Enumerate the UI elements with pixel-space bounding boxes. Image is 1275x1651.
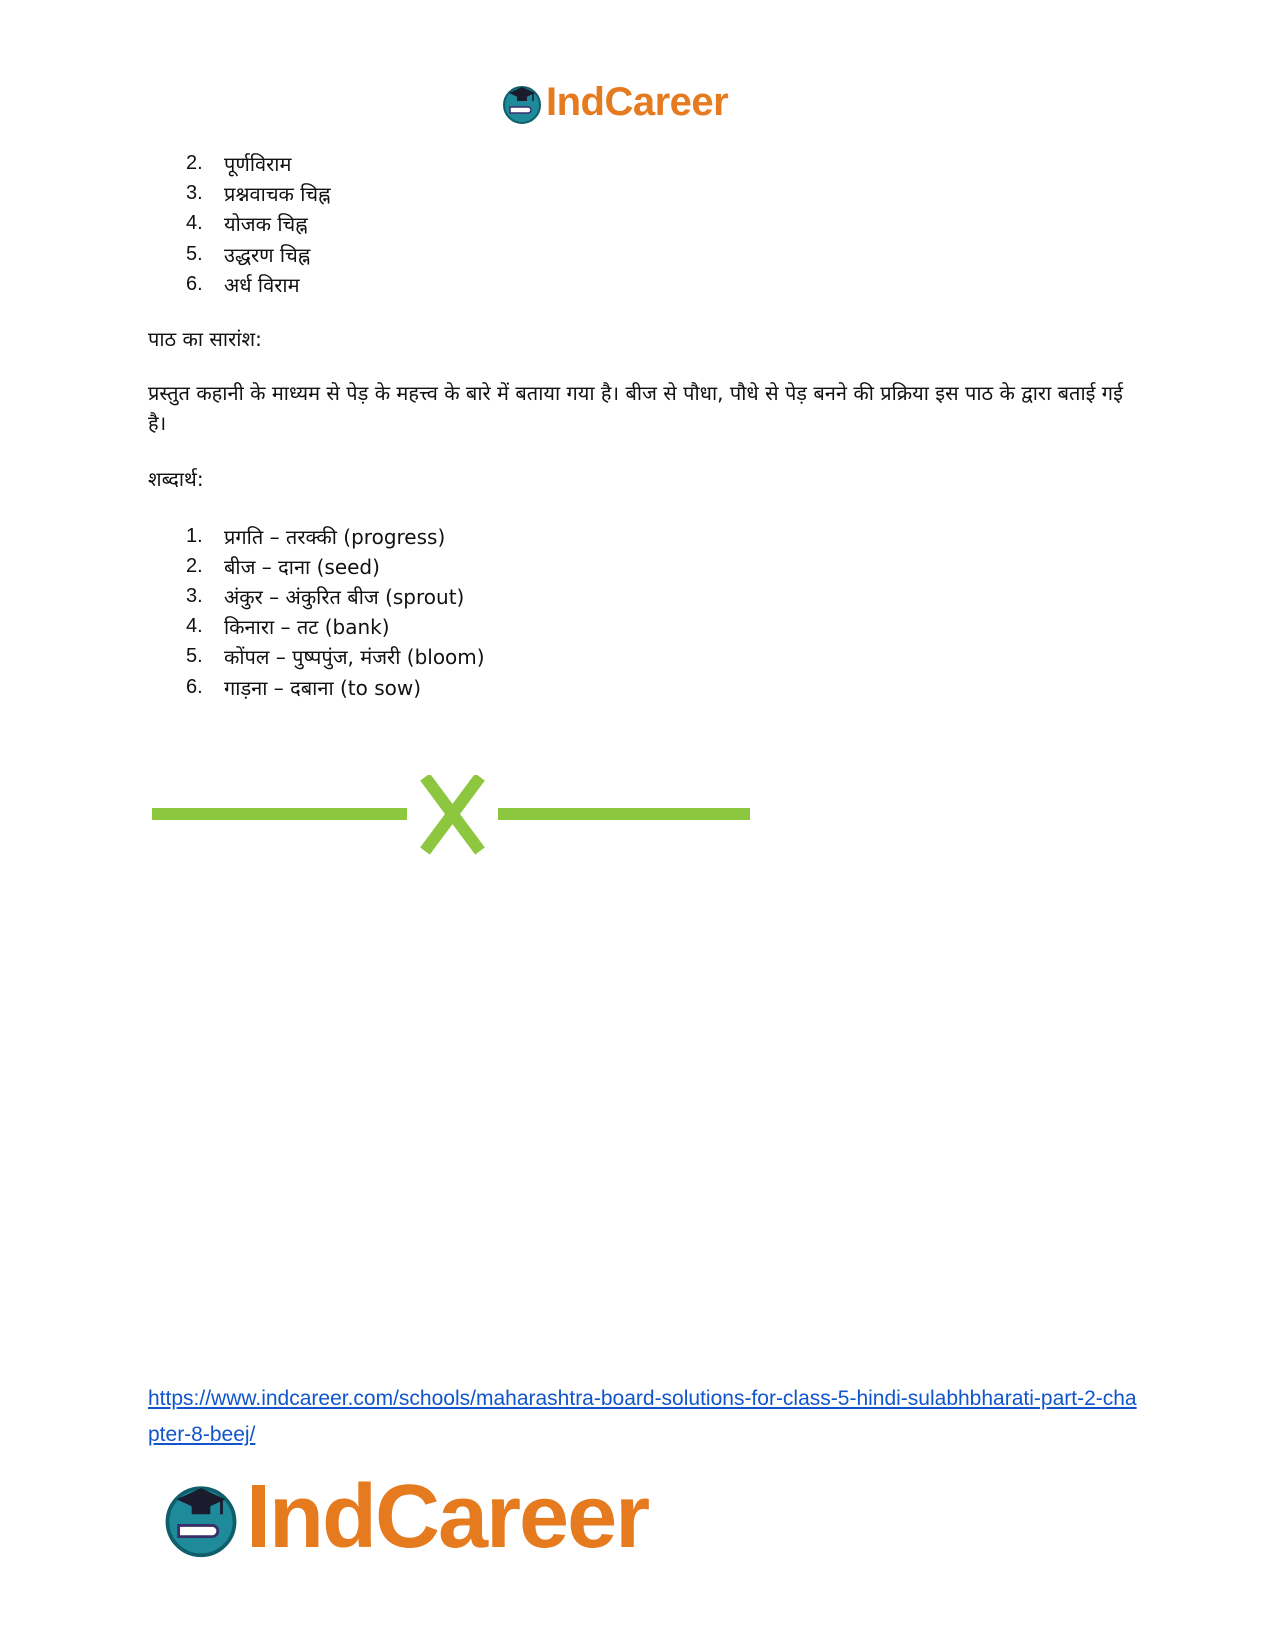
list-item: [186, 612, 485, 642]
globe-graduation-cap-icon: [160, 1477, 242, 1559]
list-item: [186, 178, 331, 208]
list-item: [186, 521, 485, 551]
list-number: 1.: [186, 524, 203, 547]
list-text: किनारा – तट (bank): [224, 615, 390, 640]
list-text: बीज – दाना (seed): [224, 554, 380, 579]
list-number: 4.: [186, 212, 203, 235]
list-number: 5.: [186, 242, 203, 265]
list-number: 2.: [186, 554, 203, 577]
section-divider: [150, 775, 750, 855]
summary-paragraph: प्रस्तुत कहानी के माध्यम से पेड़ के महत्त्व के बारे में बताया गया है। बीज से पौधा, पौधे से पेड़ बनने की प्रक्रिया इस पाठ के द्वारा बताई गई है।: [148, 381, 1123, 435]
list-number: 3.: [186, 584, 203, 607]
list-number: 2.: [186, 151, 203, 174]
list-text: प्रश्नवाचक चिह्न: [224, 182, 331, 207]
source-link[interactable]: https://www.indcareer.com/schools/maharashtra-board-solutions-for-class-5-hindi-sulabhbharati-part-2-chapter-8-beej/: [148, 1387, 1137, 1446]
list-number: 6.: [186, 273, 203, 296]
list-item: [186, 551, 485, 581]
divider-left-bar: [152, 808, 407, 820]
list-text: उद्धरण चिह्न: [224, 242, 311, 267]
list-number: 3.: [186, 182, 203, 205]
list-text: कोंपल – पुष्पपुंज, मंजरी (bloom): [224, 645, 485, 670]
logo-wordmark: IndCareer: [546, 80, 729, 124]
list-item: [186, 148, 331, 178]
divider-right-bar: [498, 808, 750, 820]
list-text: गाड़ना – दबाना (to sow): [224, 675, 422, 700]
glossary-heading: शब्दार्थ:: [148, 467, 204, 491]
list-item: [186, 672, 485, 702]
list-item: [186, 642, 485, 672]
list-item: [186, 209, 331, 239]
glossary-list: [186, 521, 485, 702]
list-number: 5.: [186, 645, 203, 668]
list-text: अर्ध विराम: [224, 273, 300, 298]
list-item: [186, 239, 331, 269]
list-text: प्रगति – तरक्की (progress): [224, 524, 446, 549]
logo-wordmark: IndCareer: [246, 1467, 649, 1567]
list-text: पूर्णविराम: [224, 151, 292, 176]
list-text: अंकुर – अंकुरित बीज (sprout): [224, 584, 465, 609]
header-logo: [500, 80, 728, 125]
list-number: 6.: [186, 675, 203, 698]
list-item: [186, 270, 331, 300]
list-text: योजक चिह्न: [224, 212, 308, 237]
footer-logo: [160, 1466, 648, 1569]
globe-graduation-cap-icon: [500, 81, 544, 125]
list-item: [186, 581, 485, 611]
summary-heading: पाठ का सारांश:: [148, 327, 262, 351]
list-number: 4.: [186, 615, 203, 638]
punctuation-list: [186, 148, 331, 300]
